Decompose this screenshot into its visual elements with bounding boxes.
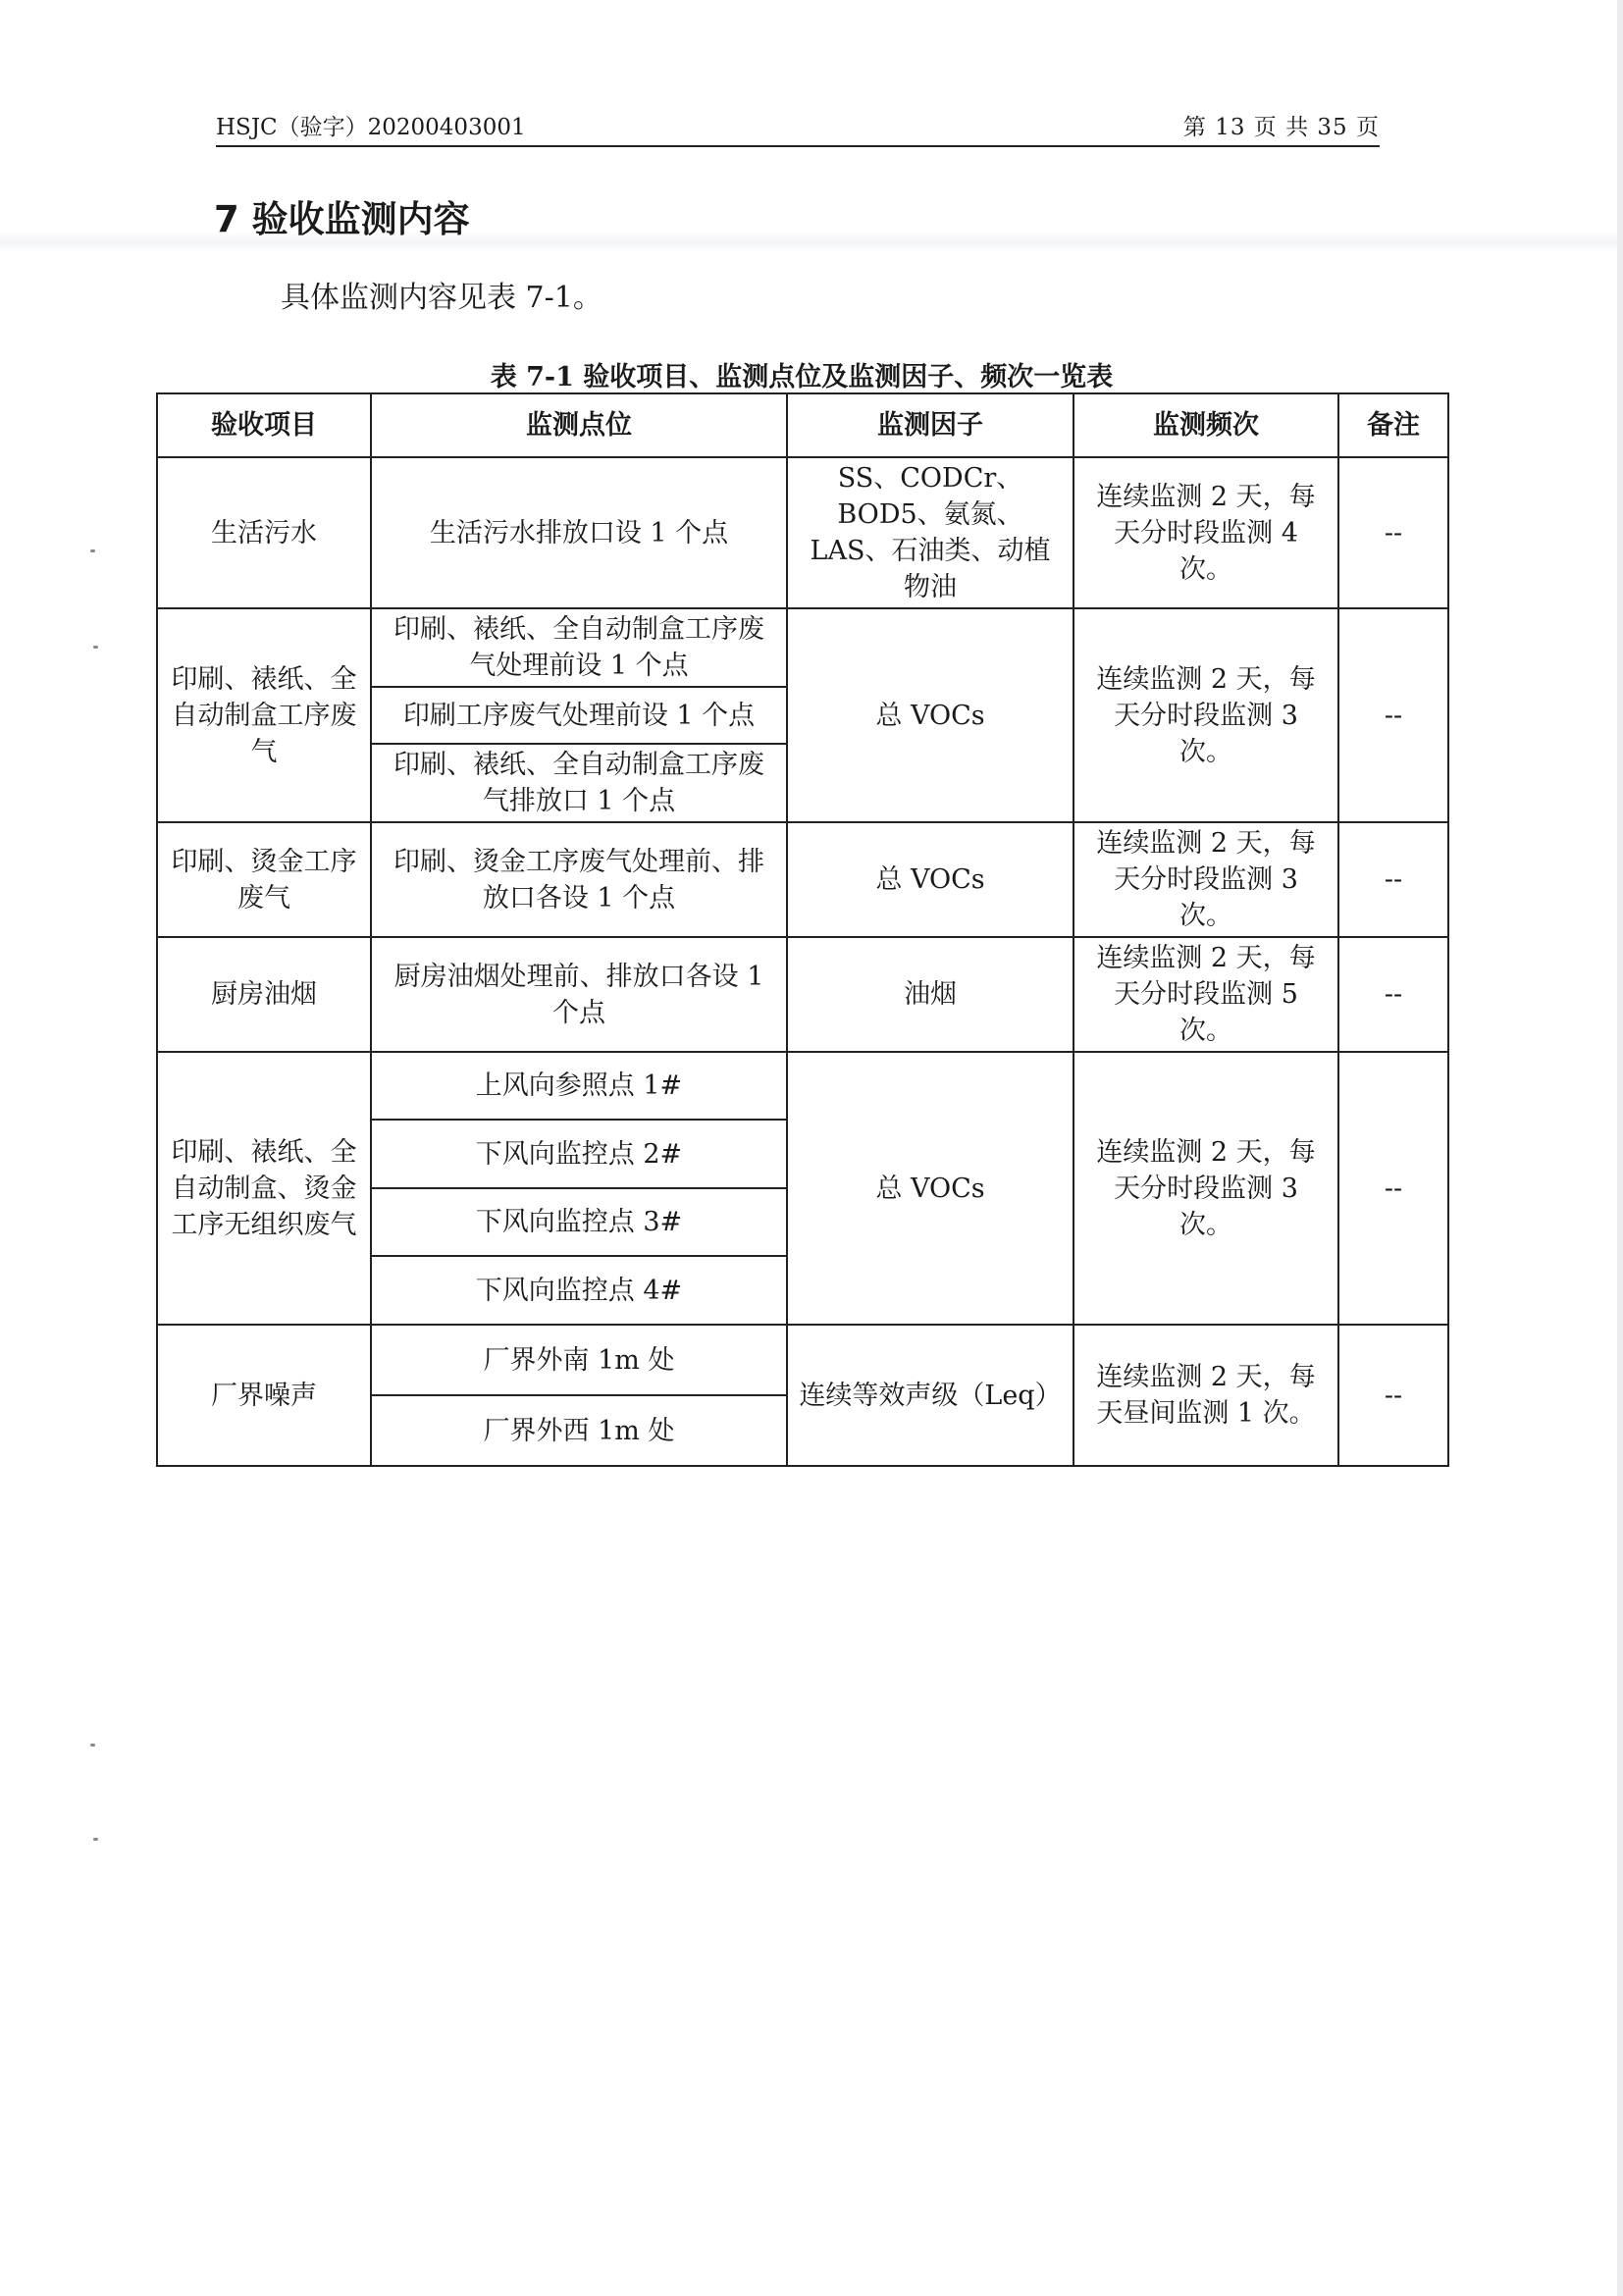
- frequency-cell: 连续监测 2 天，每天昼间监测 1 次。: [1073, 1325, 1338, 1466]
- scan-speck: [90, 549, 95, 552]
- remark-cell: --: [1338, 937, 1448, 1052]
- page-number: 第 13 页 共 35 页: [1182, 115, 1380, 140]
- table-row: [157, 457, 1448, 608]
- point-cell: 厂界外西 1m 处: [371, 1395, 787, 1466]
- remark-cell: --: [1338, 1325, 1448, 1466]
- frequency-cell: 连续监测 2 天，每天分时段监测 4 次。: [1073, 457, 1338, 608]
- point-cell: 生活污水排放口设 1 个点: [371, 457, 787, 608]
- remark-cell: --: [1338, 457, 1448, 608]
- scan-speck: [93, 646, 98, 649]
- factor-cell: 总 VOCs: [787, 608, 1073, 822]
- point-cell: 下风向监控点 3#: [371, 1188, 787, 1256]
- doc-number: HSJC（验字）20200403001: [216, 115, 526, 140]
- item-cell: 印刷、裱纸、全自动制盒、烫金工序无组织废气: [157, 1052, 371, 1325]
- scan-speck: [90, 1744, 95, 1747]
- remark-cell: --: [1338, 1052, 1448, 1325]
- factor-cell: SS、CODCr、BOD5、氨氮、LAS、石油类、动植物油: [787, 457, 1073, 608]
- table-row: [157, 1325, 1448, 1395]
- factor-cell: 总 VOCs: [787, 1052, 1073, 1325]
- table-row: [157, 1052, 1448, 1120]
- point-cell: 下风向监控点 4#: [371, 1256, 787, 1325]
- frequency-cell: 连续监测 2 天，每天分时段监测 3 次。: [1073, 608, 1338, 822]
- monitoring-table: [156, 392, 1449, 1467]
- item-cell: 印刷、裱纸、全自动制盒工序废气: [157, 608, 371, 822]
- table-header-row: [157, 393, 1448, 457]
- section-title: 7 验收监测内容: [214, 198, 470, 240]
- point-cell: 印刷、裱纸、全自动制盒工序废气排放口 1 个点: [371, 744, 787, 822]
- header-point: 监测点位: [371, 393, 787, 457]
- frequency-cell: 连续监测 2 天，每天分时段监测 3 次。: [1073, 822, 1338, 937]
- header-item: 验收项目: [157, 393, 371, 457]
- item-cell: 印刷、烫金工序废气: [157, 822, 371, 937]
- item-cell: 厨房油烟: [157, 937, 371, 1052]
- item-cell: 厂界噪声: [157, 1325, 371, 1466]
- point-cell: 下风向监控点 2#: [371, 1120, 787, 1188]
- table-caption: 表 7-1 验收项目、监测点位及监测因子、频次一览表: [490, 362, 1114, 392]
- factor-cell: 油烟: [787, 937, 1073, 1052]
- header-factor: 监测因子: [787, 393, 1073, 457]
- header-frequency: 监测频次: [1073, 393, 1338, 457]
- factor-cell: 连续等效声级（Leq）: [787, 1325, 1073, 1466]
- point-cell: 厨房油烟处理前、排放口各设 1 个点: [371, 937, 787, 1052]
- table-row: [157, 822, 1448, 937]
- remark-cell: --: [1338, 822, 1448, 937]
- remark-cell: --: [1338, 608, 1448, 822]
- point-cell: 印刷、烫金工序废气处理前、排放口各设 1 个点: [371, 822, 787, 937]
- table-row: [157, 608, 1448, 687]
- point-cell: 印刷、裱纸、全自动制盒工序废气处理前设 1 个点: [371, 608, 787, 687]
- point-cell: 印刷工序废气处理前设 1 个点: [371, 687, 787, 744]
- frequency-cell: 连续监测 2 天，每天分时段监测 5 次。: [1073, 937, 1338, 1052]
- frequency-cell: 连续监测 2 天，每天分时段监测 3 次。: [1073, 1052, 1338, 1325]
- header-remark: 备注: [1338, 393, 1448, 457]
- item-cell: 生活污水: [157, 457, 371, 608]
- point-cell: 上风向参照点 1#: [371, 1052, 787, 1120]
- intro-text: 具体监测内容见表 7-1。: [281, 281, 602, 315]
- table-row: [157, 937, 1448, 1052]
- point-cell: 厂界外南 1m 处: [371, 1325, 787, 1395]
- factor-cell: 总 VOCs: [787, 822, 1073, 937]
- page-header: [216, 110, 1380, 147]
- scan-edge: [1617, 0, 1623, 2296]
- scan-speck: [93, 1838, 98, 1841]
